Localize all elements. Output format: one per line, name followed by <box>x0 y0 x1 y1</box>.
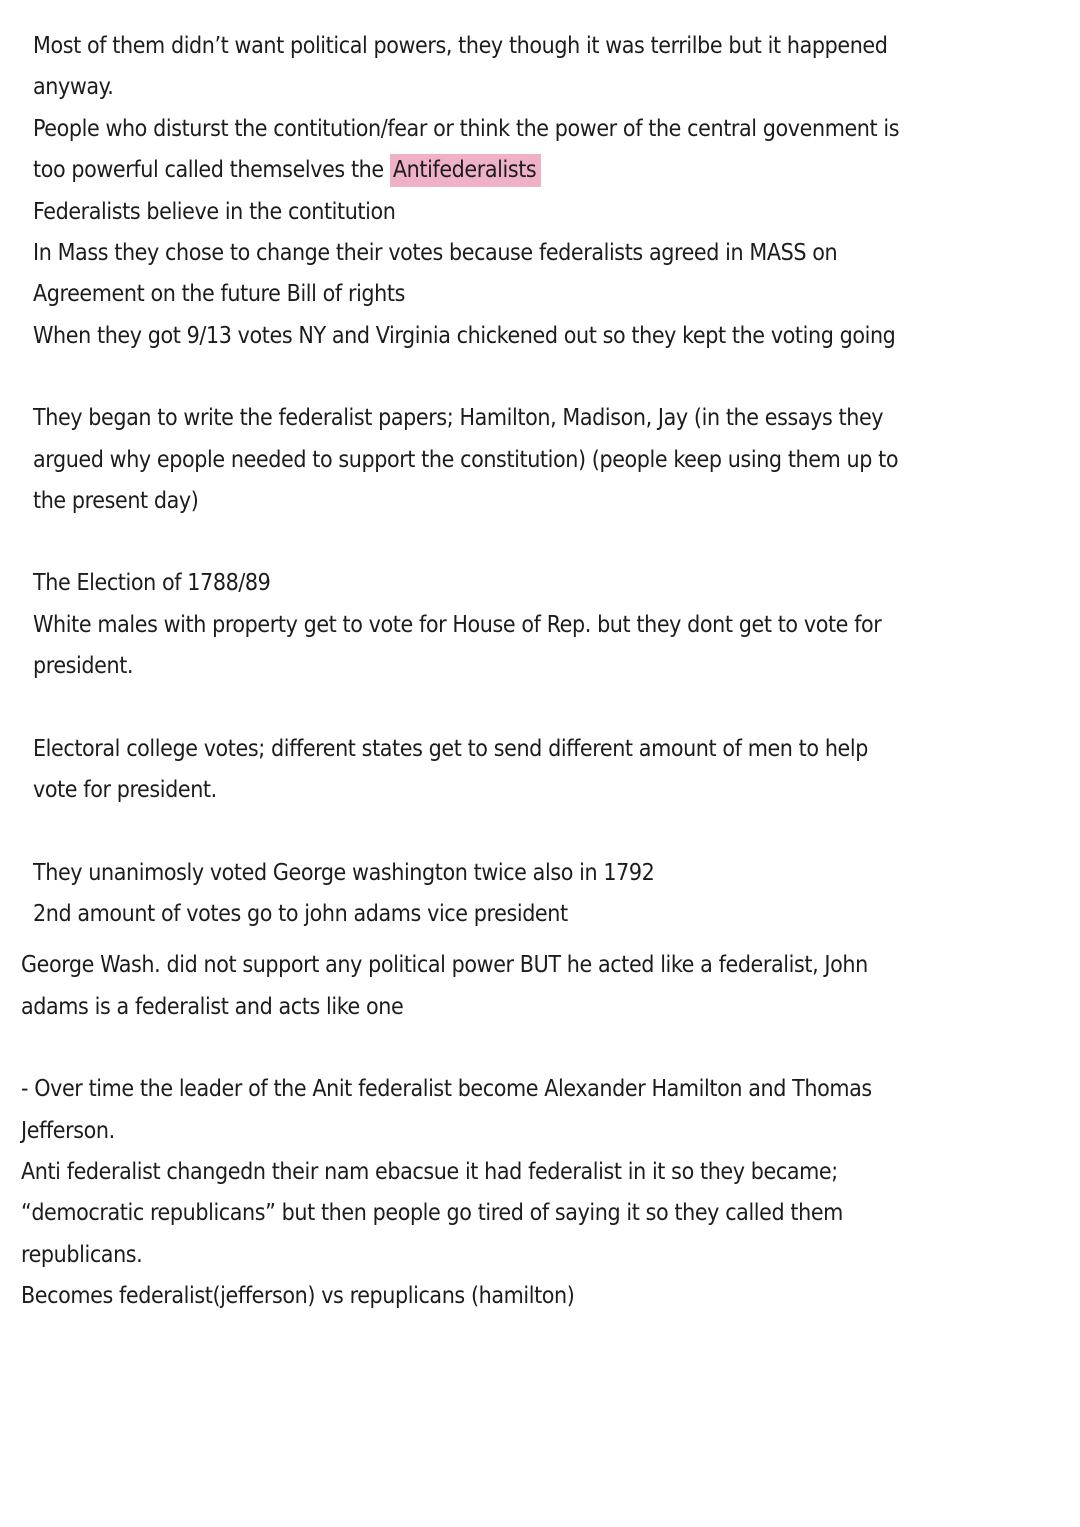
note-line: argued why epople needed to support the constitution) (people keep using them up to <box>33 446 899 473</box>
paragraph-federalist-papers <box>33 398 1072 522</box>
note-line: anyway. <box>33 74 114 101</box>
paragraph-election-1788-89 <box>33 563 1072 687</box>
note-line: They began to write the federalist papers; Hamilton, Madison, Jay (in the essays they <box>33 405 884 432</box>
note-line: White males with property get to vote for House of Rep. but they dont get to vote for <box>33 611 882 638</box>
note-line: Anti federalist changedn their nam ebacsue it had federalist in it so they became; <box>21 1158 838 1185</box>
note-line: Agreement on the future Bill of rights <box>33 281 405 308</box>
note-line: - Over time the leader of the Anit federalist become Alexander Hamilton and Thomas <box>21 1076 872 1103</box>
note-line: adams is a federalist and acts like one <box>21 993 404 1020</box>
note-line: Federalists believe in the contitution <box>33 198 396 225</box>
note-line-with-highlight <box>33 150 1072 191</box>
note-line: They unanimosly voted George washington twice also in 1792 <box>33 859 655 886</box>
note-line: 2nd amount of votes go to john adams vice president <box>33 900 568 927</box>
note-line: vote for president. <box>33 777 217 804</box>
paragraph-electoral-college <box>33 729 1072 812</box>
paragraph-washington-federalist <box>21 945 1072 1028</box>
note-line: People who disturst the contitution/fear or think the power of the central govenment is <box>33 115 900 142</box>
note-line: George Wash. did not support any political power BUT he acted like a federalist, John <box>21 952 868 979</box>
note-line: president. <box>33 653 134 680</box>
note-line: republicans. <box>21 1241 143 1268</box>
note-line: Jefferson. <box>21 1117 115 1144</box>
note-line: Becomes federalist(jefferson) vs repuplicans (hamilton) <box>21 1283 575 1310</box>
highlighted-text-antifederalists: Antifederalists <box>390 154 541 187</box>
note-line: The Election of 1788/89 <box>33 570 271 597</box>
note-line: Electoral college votes; different states get to send different amount of men to help <box>33 735 868 762</box>
note-line: “democratic republicans” but then people go tired of saying it so they called them <box>21 1200 843 1227</box>
note-line: In Mass they chose to change their votes because federalists agreed in MASS on <box>33 240 838 267</box>
note-line: the present day) <box>33 488 199 515</box>
paragraph-party-leaders <box>21 1069 1072 1317</box>
note-line-pre-text: too powerful called themselves the <box>33 157 390 184</box>
note-line: Most of them didn’t want political powers, they though it was terrilbe but it happened <box>33 33 888 59</box>
note-line: When they got 9/13 votes NY and Virginia chickened out so they kept the voting going <box>33 322 896 349</box>
paragraph-federalists-antifederalists <box>33 26 1072 357</box>
paragraph-washington-votes <box>33 853 1072 936</box>
